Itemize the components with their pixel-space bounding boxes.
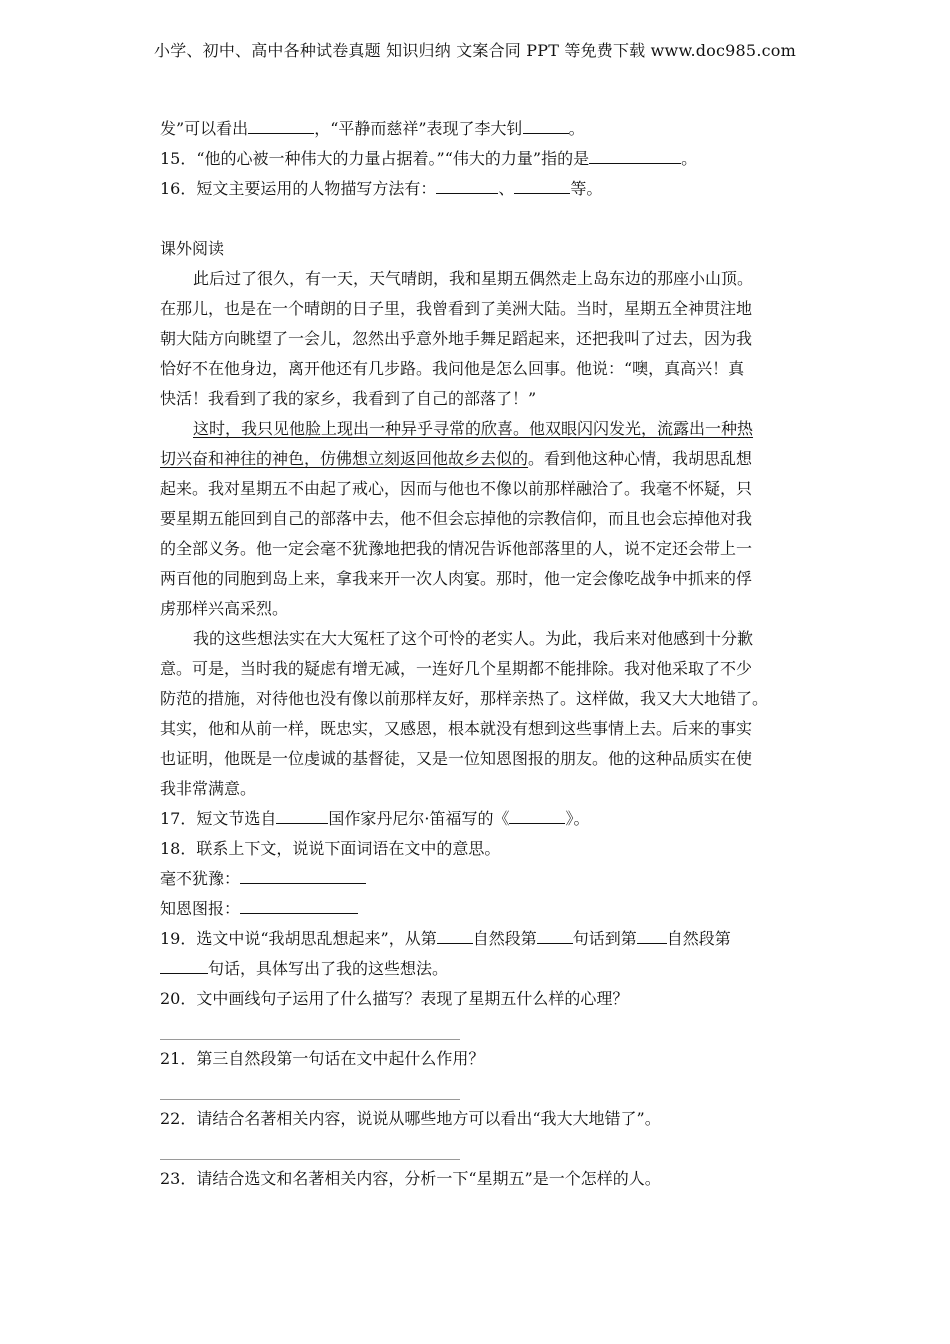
answer-blank[interactable] bbox=[523, 116, 569, 134]
answer-blank[interactable] bbox=[537, 926, 573, 944]
question-21: 21．第三自然段第一句话在文中起什么作用？ bbox=[160, 1049, 485, 1068]
passage-line: 在那儿，也是在一个晴朗的日子里，我曾看到了美洲大陆。当时，星期五全神贯注地 bbox=[160, 299, 753, 318]
answer-blank[interactable] bbox=[160, 956, 208, 974]
underlined-sentence: 切兴奋和神往的神色，仿佛想立刻返回他故乡去似的 bbox=[160, 449, 529, 468]
answer-blank[interactable] bbox=[240, 896, 358, 914]
passage-line: 两百他的同胞到岛上来，拿我来开一次人肉宴。那时，他一定会像吃战争中抓来的俘 bbox=[160, 569, 753, 588]
question-16: 16．短文主要运用的人物描写方法有： 、 等。 bbox=[160, 174, 792, 204]
passage-line: 意。可是，当时我的疑虑有增无减，一连好几个星期都不能排除。我对他采取了不少 bbox=[160, 659, 753, 678]
answer-blank[interactable] bbox=[248, 116, 314, 134]
passage-line: 我非常满意。 bbox=[160, 779, 257, 798]
question-18-word-1: 毫不犹豫： bbox=[160, 864, 792, 894]
question-20: 20．文中画线句子运用了什么描写？表现了星期五什么样的心理？ bbox=[160, 989, 629, 1008]
answer-blank[interactable] bbox=[509, 806, 565, 824]
passage-line: 要星期五能回到自己的部落中去，他不但会忘掉他的宗教信仰，而且也会忘掉他对我 bbox=[160, 509, 753, 528]
question-14-continuation: 发”可以看出 ，“平静而慈祥”表现了李大钊 。 bbox=[160, 114, 792, 144]
question-22: 22．请结合名著相关内容，说说从哪些地方可以看出“我大大地错了”。 bbox=[160, 1109, 661, 1128]
question-19: 19．选文中说“我胡思乱想起来”，从第 自然段第 句话到第 自然段第 bbox=[160, 924, 792, 954]
underlined-sentence: 这时，我只见他脸上现出一种异乎寻常的欣喜。他双眼闪闪发光，流露出一种热 bbox=[193, 419, 754, 438]
question-18: 18．联系上下文，说说下面词语在文中的意思。 bbox=[160, 839, 501, 858]
answer-line[interactable] bbox=[160, 1099, 460, 1100]
passage-line: 也证明，他既是一位虔诚的基督徒，又是一位知恩图报的朋友。他的这种品质实在使 bbox=[160, 749, 753, 768]
passage-line: 朝大陆方向眺望了一会儿，忽然出乎意外地手舞足蹈起来，还把我叫了过去，因为我 bbox=[160, 329, 753, 348]
question-17: 17．短文节选自 国作家丹尼尔·笛福写的《 》。 bbox=[160, 804, 792, 834]
section-title: 课外阅读 bbox=[160, 239, 225, 258]
question-18-word-2: 知恩图报： bbox=[160, 894, 792, 924]
answer-blank[interactable] bbox=[637, 926, 667, 944]
passage-paragraph-2 bbox=[160, 414, 792, 624]
passage-line: 防范的措施，对待他也没有像以前那样友好，那样亲热了。这样做，我又大大地错了。 bbox=[160, 689, 769, 708]
document-body bbox=[160, 114, 792, 1194]
passage-line bbox=[160, 414, 792, 444]
passage-line: 其实，他和从前一样，既忠实，又感恩，根本就没有想到这些事情上去。后来的事实 bbox=[160, 719, 753, 738]
question-19-continued: 句话，具体写出了我的这些想法。 bbox=[160, 954, 792, 984]
passage-paragraph-1 bbox=[160, 264, 792, 414]
passage-line: 的全部义务。他一定会毫不犹豫地把我的情况告诉他部落里的人，说不定还会带上一 bbox=[160, 539, 753, 558]
answer-blank[interactable] bbox=[436, 176, 498, 194]
answer-blank[interactable] bbox=[240, 866, 366, 884]
answer-line[interactable] bbox=[160, 1159, 460, 1160]
answer-blank[interactable] bbox=[514, 176, 570, 194]
passage-line: 起来。我对星期五不由起了戒心，因而与他也不像以前那样融洽了。我毫不怀疑，只 bbox=[160, 479, 753, 498]
passage-paragraph-3 bbox=[160, 624, 792, 804]
passage-line: 此后过了很久，有一天，天气晴朗，我和星期五偶然走上岛东边的那座小山顶。 bbox=[193, 269, 754, 288]
passage-line: 虏那样兴高采烈。 bbox=[160, 599, 289, 618]
page-header: 小学、初中、高中各种试卷真题 知识归纳 文案合同 PPT 等免费下载 www.doc985.com bbox=[154, 41, 796, 60]
answer-blank[interactable] bbox=[437, 926, 473, 944]
question-15: 15．“他的心被一种伟大的力量占据着。”“伟大的力量”指的是 。 bbox=[160, 144, 792, 174]
answer-blank[interactable] bbox=[276, 806, 328, 824]
passage-line: 快活！我看到了我的家乡，我看到了自己的部落了！” bbox=[160, 389, 537, 408]
passage-line: 切兴奋和神往的神色，仿佛想立刻返回他故乡去似的。看到他这种心情，我胡思乱想 bbox=[160, 449, 753, 468]
passage-line: 恰好不在他身边，离开他还有几步路。我问他是怎么回事。他说：“噢，真高兴！真 bbox=[160, 359, 745, 378]
passage-line: 我的这些想法实在大大冤枉了这个可怜的老实人。为此，我后来对他感到十分歉 bbox=[193, 629, 754, 648]
answer-blank[interactable] bbox=[589, 146, 681, 164]
question-23: 23．请结合选文和名著相关内容，分析一下“星期五”是一个怎样的人。 bbox=[160, 1169, 661, 1188]
answer-line[interactable] bbox=[160, 1039, 460, 1040]
